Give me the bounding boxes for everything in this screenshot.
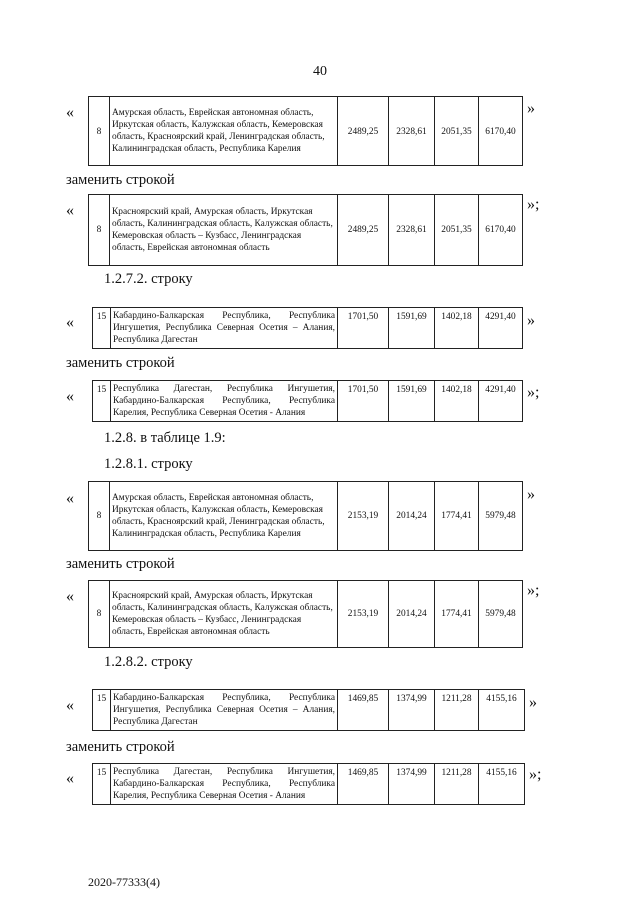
row-number: 8 — [89, 581, 110, 648]
value-cell: 1402,18 — [435, 308, 479, 349]
value-cell: 6170,40 — [479, 195, 523, 266]
replace-label: заменить строкой — [66, 172, 175, 188]
quote-close: » — [529, 694, 537, 711]
quote-close: »; — [527, 384, 540, 401]
value-cell: 2153,19 — [338, 581, 389, 648]
value-cell: 4155,16 — [479, 764, 525, 805]
table-row — [92, 380, 523, 422]
region-list: Республика Дагестан, Республика Ингушетия, Кабардино-Балкарская Республика, Республика Карелия, Республика Северная Осетия - Алания — [111, 381, 338, 422]
table-row — [88, 580, 523, 648]
table-row — [92, 689, 525, 731]
table-row — [92, 307, 523, 349]
value-cell: 4291,40 — [479, 308, 523, 349]
value-cell: 2489,25 — [338, 195, 389, 266]
value-cell: 4291,40 — [479, 381, 523, 422]
value-cell: 1701,50 — [338, 308, 389, 349]
quote-close: »; — [527, 582, 540, 599]
section-heading-1-2-8: 1.2.8. в таблице 1.9: — [104, 430, 226, 446]
value-cell: 1774,41 — [435, 581, 479, 648]
value-cell: 6170,40 — [479, 97, 523, 166]
quote-open: « — [66, 588, 74, 605]
value-cell: 2014,24 — [389, 482, 435, 551]
value-cell: 1374,99 — [389, 690, 435, 731]
value-cell: 2051,35 — [435, 195, 479, 266]
value-cell: 1591,69 — [389, 381, 435, 422]
value-cell: 1701,50 — [338, 381, 389, 422]
table-row — [88, 194, 523, 266]
section-heading-1-2-8-2: 1.2.8.2. строку — [104, 654, 193, 670]
value-cell: 1774,41 — [435, 482, 479, 551]
row-number: 15 — [93, 308, 111, 349]
region-list: Амурская область, Еврейская автономная область, Иркутская область, Калужская область, Кемеровская область, Красноярский край, Ленинградская область, Калининградская область, Республика Карелия — [110, 482, 338, 551]
value-cell: 1374,99 — [389, 764, 435, 805]
value-cell: 1402,18 — [435, 381, 479, 422]
region-list: Кабардино-Балкарская Республика, Республика Ингушетия, Республика Северная Осетия – Алания, Республика Дагестан — [111, 308, 338, 349]
quote-open: « — [66, 314, 74, 331]
region-list: Кабардино-Балкарская Республика, Республика Ингушетия, Республика Северная Осетия – Алания, Республика Дагестан — [111, 690, 338, 731]
value-cell: 5979,48 — [479, 482, 523, 551]
section-heading-1-2-7-2: 1.2.7.2. строку — [104, 271, 193, 287]
row-number: 8 — [89, 482, 110, 551]
region-list: Амурская область, Еврейская автономная область, Иркутская область, Калужская область, Кемеровская область, Красноярский край, Ленинградская область, Калининградская область, Республика Карелия — [110, 97, 338, 166]
table-row — [88, 481, 523, 551]
row-number: 15 — [93, 690, 111, 731]
quote-open: « — [66, 104, 74, 121]
value-cell: 2153,19 — [338, 482, 389, 551]
row-number: 15 — [93, 381, 111, 422]
value-cell: 1591,69 — [389, 308, 435, 349]
section-heading-1-2-8-1: 1.2.8.1. строку — [104, 456, 193, 472]
page-number: 40 — [313, 64, 327, 79]
replace-label: заменить строкой — [66, 739, 175, 755]
quote-close: »; — [527, 196, 540, 213]
value-cell: 2014,24 — [389, 581, 435, 648]
document-code: 2020-77333(4) — [88, 875, 160, 889]
value-cell: 2328,61 — [389, 195, 435, 266]
quote-close: » — [527, 486, 535, 503]
quote-close: » — [527, 312, 535, 329]
value-cell: 1211,28 — [435, 690, 479, 731]
row-number: 8 — [89, 195, 110, 266]
quote-close: »; — [529, 766, 542, 783]
value-cell: 1211,28 — [435, 764, 479, 805]
quote-open: « — [66, 490, 74, 507]
replace-label: заменить строкой — [66, 355, 175, 371]
value-cell: 4155,16 — [479, 690, 525, 731]
value-cell: 2051,35 — [435, 97, 479, 166]
quote-open: « — [66, 202, 74, 219]
region-list: Республика Дагестан, Республика Ингушетия, Кабардино-Балкарская Республика, Республика Карелия, Республика Северная Осетия - Алания — [111, 764, 338, 805]
quote-close: » — [527, 100, 535, 117]
value-cell: 1469,85 — [338, 690, 389, 731]
row-number: 15 — [93, 764, 111, 805]
value-cell: 1469,85 — [338, 764, 389, 805]
quote-open: « — [66, 388, 74, 405]
region-list: Красноярский край, Амурская область, Иркутская область, Калининградская область, Калужская область, Кемеровская область – Кузбасс, Ленинградская область, Еврейская автономная область — [110, 195, 338, 266]
table-row — [92, 763, 525, 805]
quote-open: « — [66, 697, 74, 714]
region-list: Красноярский край, Амурская область, Иркутская область, Калининградская область, Калужская область, Кемеровская область – Кузбасс, Ленинградская область, Еврейская автономная область — [110, 581, 338, 648]
value-cell: 2489,25 — [338, 97, 389, 166]
replace-label: заменить строкой — [66, 556, 175, 572]
value-cell: 5979,48 — [479, 581, 523, 648]
value-cell: 2328,61 — [389, 97, 435, 166]
row-number: 8 — [89, 97, 110, 166]
table-row — [88, 96, 523, 166]
quote-open: « — [66, 770, 74, 787]
